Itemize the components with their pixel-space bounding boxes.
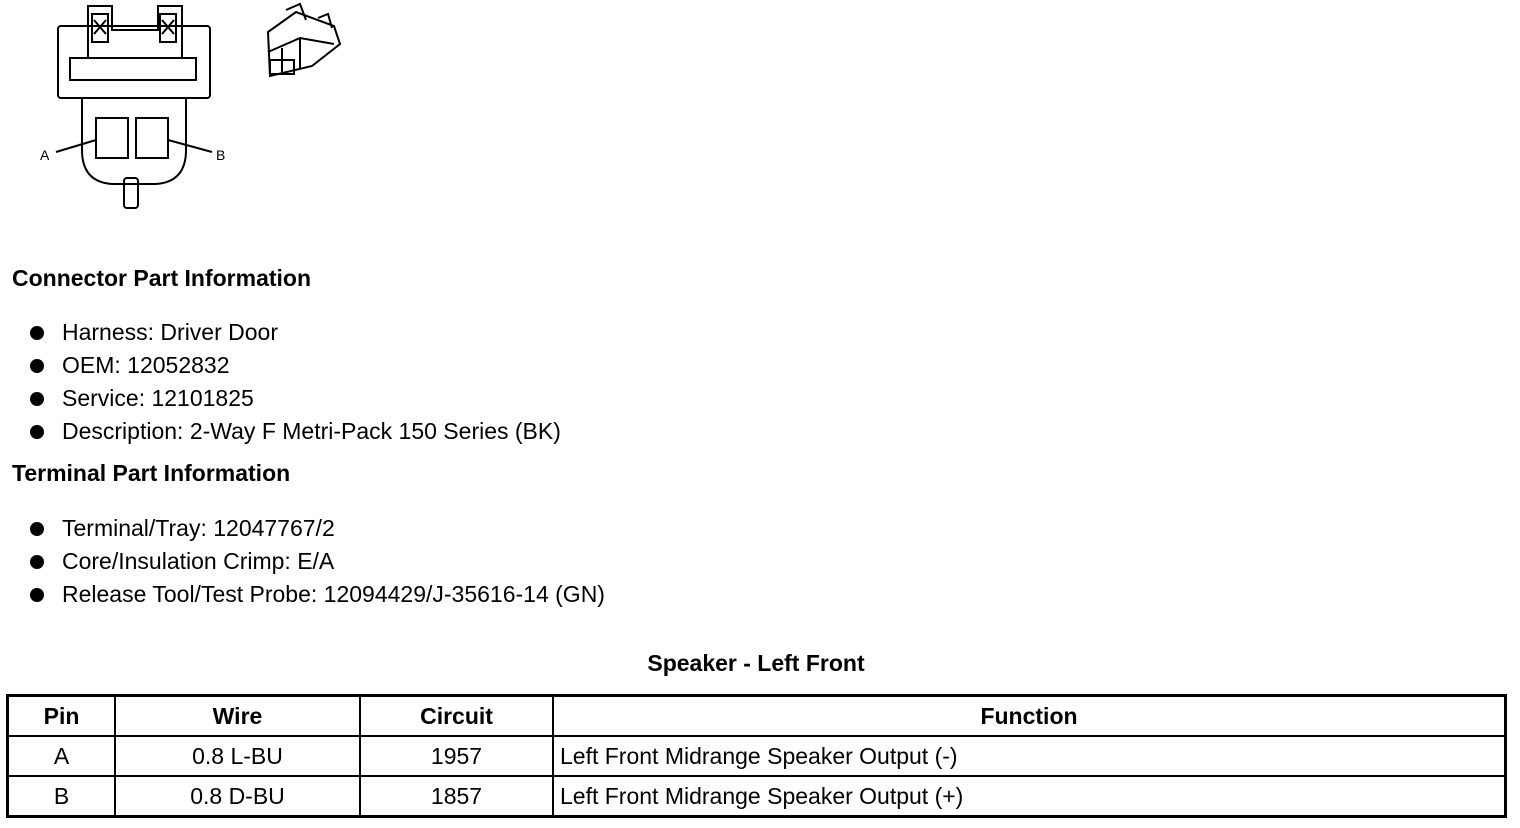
connector-face-drawing <box>0 0 360 225</box>
bullet-icon <box>30 425 44 439</box>
bullet-icon <box>30 359 44 373</box>
list-item-text: OEM: 12052832 <box>62 352 230 378</box>
list-item-text: Description: 2-Way F Metri-Pack 150 Series (BK) <box>62 418 561 444</box>
terminal-part-heading: Terminal Part Information <box>12 460 291 486</box>
list-item-text: Release Tool/Test Probe: 12094429/J-35616-14 (GN) <box>62 581 605 607</box>
cell-function: Left Front Midrange Speaker Output (+) <box>553 776 1506 817</box>
pin-table <box>6 694 1507 818</box>
list-item <box>0 382 561 415</box>
pin-label-b: B <box>216 147 226 163</box>
list-item <box>0 578 605 611</box>
bullet-icon <box>30 588 44 602</box>
list-item <box>0 545 605 578</box>
list-item <box>0 349 561 382</box>
pin-label-a: A <box>40 147 50 163</box>
cell-wire: 0.8 D-BU <box>115 776 360 817</box>
table-header-row <box>8 696 1506 737</box>
bullet-icon <box>30 555 44 569</box>
list-item-text: Core/Insulation Crimp: E/A <box>62 548 335 574</box>
table-row <box>8 736 1506 776</box>
cell-pin: B <box>8 776 116 817</box>
list-item <box>0 316 561 349</box>
column-header-function: Function <box>553 696 1506 737</box>
table-row <box>8 776 1506 817</box>
list-item-text: Harness: Driver Door <box>62 319 278 345</box>
cell-function: Left Front Midrange Speaker Output (-) <box>553 736 1506 776</box>
cell-circuit: 1857 <box>360 776 553 817</box>
list-item-text: Terminal/Tray: 12047767/2 <box>62 515 335 541</box>
bullet-icon <box>30 326 44 340</box>
list-item <box>0 512 605 545</box>
terminal-part-list <box>0 512 605 611</box>
column-header-pin: Pin <box>8 696 116 737</box>
table-title: Speaker - Left Front <box>647 650 865 676</box>
column-header-circuit: Circuit <box>360 696 553 737</box>
connector-part-heading: Connector Part Information <box>12 265 312 291</box>
column-header-wire: Wire <box>115 696 360 737</box>
bullet-icon <box>30 392 44 406</box>
cell-pin: A <box>8 736 116 776</box>
list-item-text: Service: 12101825 <box>62 385 254 411</box>
connector-part-list <box>0 316 561 448</box>
list-item <box>0 415 561 448</box>
connector-diagram <box>0 0 360 225</box>
bullet-icon <box>30 522 44 536</box>
cell-wire: 0.8 L-BU <box>115 736 360 776</box>
cell-circuit: 1957 <box>360 736 553 776</box>
